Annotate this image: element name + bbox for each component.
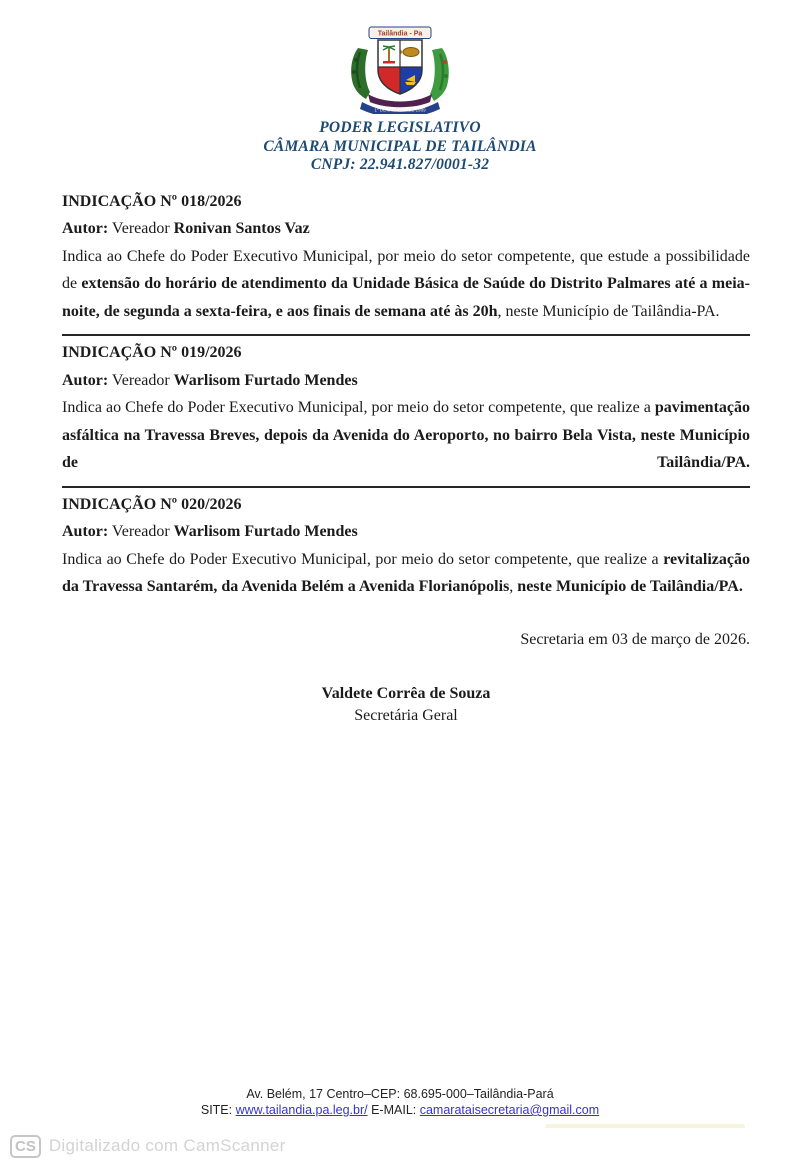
document-footer xyxy=(0,1086,800,1118)
body-text-bold: extensão do horário de atendimento da Unidade Básica de Saúde do Distrito Palmares até a meia-noite, de segunda a sexta-feira, e aos finais de semana até às 20h xyxy=(62,275,750,320)
section-divider xyxy=(62,334,750,336)
coat-of-arms xyxy=(344,26,456,114)
right-branch-icon xyxy=(430,48,449,101)
signature-block xyxy=(62,683,750,727)
body-text-bold: pavimentação asfáltica na Travessa Breves, depois da Avenida do Aeroporto, no bairro Bela Vista, neste Município de Tailândia/PA. xyxy=(62,399,750,471)
body-text: Indica ao Chefe do Poder Executivo Municipal, por meio do setor competente, que realize a xyxy=(62,550,664,568)
indication-title: INDICAÇÃO Nº 018/2026 xyxy=(62,192,242,210)
footer-links xyxy=(0,1102,800,1118)
indications-list xyxy=(62,188,750,601)
indication-author xyxy=(62,518,750,546)
emblem-shield xyxy=(378,40,422,97)
site-link[interactable]: www.tailandia.pa.leg.br/ xyxy=(235,1103,368,1117)
left-branch-icon xyxy=(351,48,370,99)
body-text: Indica ao Chefe do Poder Executivo Municipal, por meio do setor competente, que estude a possibilidade de xyxy=(62,247,750,292)
body-text: , xyxy=(509,578,518,595)
body-text: , neste Município de Tailândia-PA. xyxy=(497,302,720,320)
emblem-base-ornament xyxy=(368,94,432,107)
indication-author xyxy=(62,215,750,243)
indication-body xyxy=(62,394,750,477)
author-name: Ronivan Santos Vaz xyxy=(173,220,310,237)
author-prefix: Vereador xyxy=(108,523,174,540)
author-label: Autor: xyxy=(62,371,109,389)
author-prefix: Vereador xyxy=(108,220,174,237)
indication-body xyxy=(62,546,750,601)
site-label: SITE: xyxy=(200,1103,236,1117)
author-label: Autor: xyxy=(62,220,109,237)
section-divider xyxy=(62,486,750,488)
camscanner-bar xyxy=(0,1128,800,1164)
body-text-bold: neste Município de Tailândia/PA. xyxy=(517,578,743,595)
indication-section xyxy=(62,339,750,477)
author-label: Autor: xyxy=(62,523,109,540)
body-text-bold: revitalização da Travessa Santarém, da Avenida Belém a Avenida Florianópolis xyxy=(62,550,750,595)
camscanner-label: Digitalizado com CamScanner xyxy=(48,1136,286,1155)
email-label: E-MAIL: xyxy=(367,1103,420,1117)
body-text: Indica ao Chefe do Poder Executivo Municipal, por meio do setor competente, que realize a xyxy=(62,399,655,416)
document-body xyxy=(0,175,800,727)
org-cnpj: CNPJ: 22.941.827/0001-32 xyxy=(310,156,490,173)
author-name: Warlisom Furtado Mendes xyxy=(173,371,358,389)
emblem-ribbon-text: 1º DE JANEIRO DE 1989 xyxy=(374,107,426,113)
camscanner-logo-icon: CS xyxy=(10,1135,41,1158)
indication-author xyxy=(62,367,750,395)
indication-title: INDICAÇÃO Nº 019/2026 xyxy=(62,344,242,361)
email-link[interactable]: camarataisecretaria@gmail.com xyxy=(419,1103,600,1117)
indication-body xyxy=(62,243,750,326)
org-branch: PODER LEGISLATIVO xyxy=(319,119,481,136)
footer-address: Av. Belém, 17 Centro–CEP: 68.695-000–Tailândia-Pará xyxy=(246,1087,554,1101)
date-line: Secretaria em 03 de março de 2026. xyxy=(520,630,750,648)
indication-section xyxy=(62,491,750,601)
org-identification xyxy=(0,119,800,175)
emblem-banner-text: Tailândia - Pa xyxy=(377,30,423,38)
signer-name: Valdete Corrêa de Souza xyxy=(321,684,491,702)
emblem-banner xyxy=(369,27,431,39)
author-prefix: Vereador xyxy=(108,371,174,389)
indication-section xyxy=(62,188,750,326)
author-name: Warlisom Furtado Mendes xyxy=(173,523,358,540)
org-name: CÂMARA MUNICIPAL DE TAILÂNDIA xyxy=(263,137,537,155)
document-header xyxy=(0,0,800,175)
indication-title: INDICAÇÃO Nº 020/2026 xyxy=(62,495,242,513)
signer-role: Secretária Geral xyxy=(354,706,458,724)
